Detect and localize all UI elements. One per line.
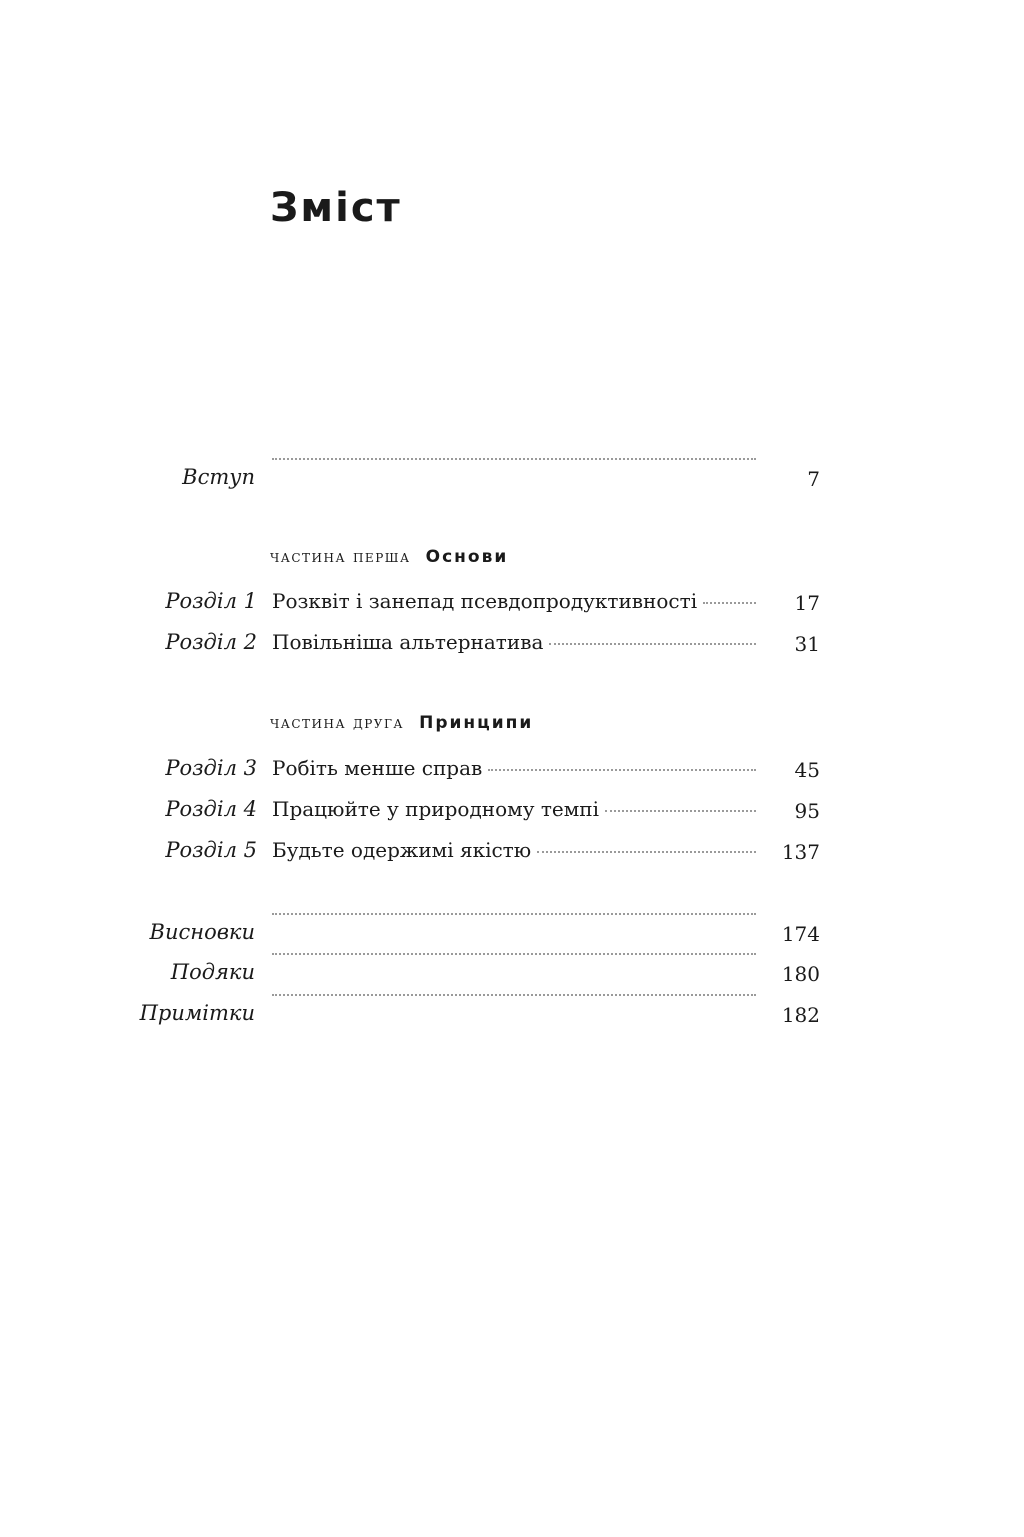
- part-heading-1: [270, 545, 508, 569]
- page-number: 95: [794, 799, 820, 823]
- dot-leader: [605, 810, 756, 812]
- toc-entry-label: Примітки: [139, 1001, 255, 1025]
- page-number: 174: [781, 922, 820, 946]
- dot-leader: [272, 913, 756, 915]
- toc-entry-main: [272, 835, 756, 865]
- chapter-title: Повільніша альтернатива: [272, 630, 544, 654]
- dot-leader: [537, 851, 756, 853]
- page-number: 17: [794, 591, 820, 615]
- dot-leader: [549, 643, 756, 645]
- part-title: Принципи: [419, 713, 534, 733]
- page-number: 137: [781, 840, 820, 864]
- toc-entry-label: Подяки: [170, 960, 255, 984]
- chapter-title: Будьте одержимі якістю: [272, 838, 532, 862]
- dot-leader: [272, 458, 756, 460]
- toc-row-intro[interactable]: [0, 462, 1024, 492]
- page-number: 180: [781, 962, 820, 986]
- toc-entry-main: [272, 794, 756, 824]
- chapter-label: Розділ 3: [165, 756, 257, 780]
- page-number: 7: [807, 467, 820, 491]
- toc-entry-main: [272, 753, 756, 783]
- chapter-label: Розділ 5: [165, 838, 257, 862]
- toc-row-conclusions[interactable]: [0, 917, 1024, 947]
- chapter-label: Розділ 1: [165, 589, 257, 613]
- toc-row-chapter-2[interactable]: [0, 627, 1024, 657]
- chapter-label: Розділ 2: [165, 630, 257, 654]
- toc-row-chapter-5[interactable]: [0, 835, 1024, 865]
- toc-row-chapter-3[interactable]: [0, 753, 1024, 783]
- chapter-title: Робіть менше справ: [272, 756, 483, 780]
- toc-row-chapter-4[interactable]: [0, 794, 1024, 824]
- dot-leader: [272, 994, 756, 996]
- page-title: Зміст: [270, 185, 402, 231]
- toc-entry-main: [272, 917, 756, 919]
- chapter-title: Розквіт і занепад псевдопродуктивності: [272, 589, 698, 613]
- toc-entry-label: Вступ: [182, 465, 255, 489]
- page-number: 31: [794, 632, 820, 656]
- dot-leader: [703, 602, 756, 604]
- dot-leader: [272, 953, 756, 955]
- page-number: 45: [794, 758, 820, 782]
- toc-row-acknowledgements[interactable]: [0, 957, 1024, 987]
- toc-row-chapter-1[interactable]: [0, 586, 1024, 616]
- toc-entry-main: [272, 462, 756, 464]
- part-heading-2: [270, 711, 533, 735]
- page-number: 182: [781, 1003, 820, 1027]
- part-title: Основи: [425, 547, 509, 567]
- part-label: частина перша: [270, 547, 411, 567]
- chapter-label: Розділ 4: [165, 797, 257, 821]
- toc-entry-label: Висновки: [149, 920, 255, 944]
- toc-entry-main: [272, 957, 756, 959]
- toc-entry-main: [272, 627, 756, 657]
- part-label: частина друга: [270, 713, 405, 733]
- toc-entry-main: [272, 998, 756, 1000]
- toc-row-notes[interactable]: [0, 998, 1024, 1028]
- dot-leader: [488, 769, 756, 771]
- toc-entry-main: [272, 586, 756, 616]
- chapter-title: Працюйте у природному темпі: [272, 797, 600, 821]
